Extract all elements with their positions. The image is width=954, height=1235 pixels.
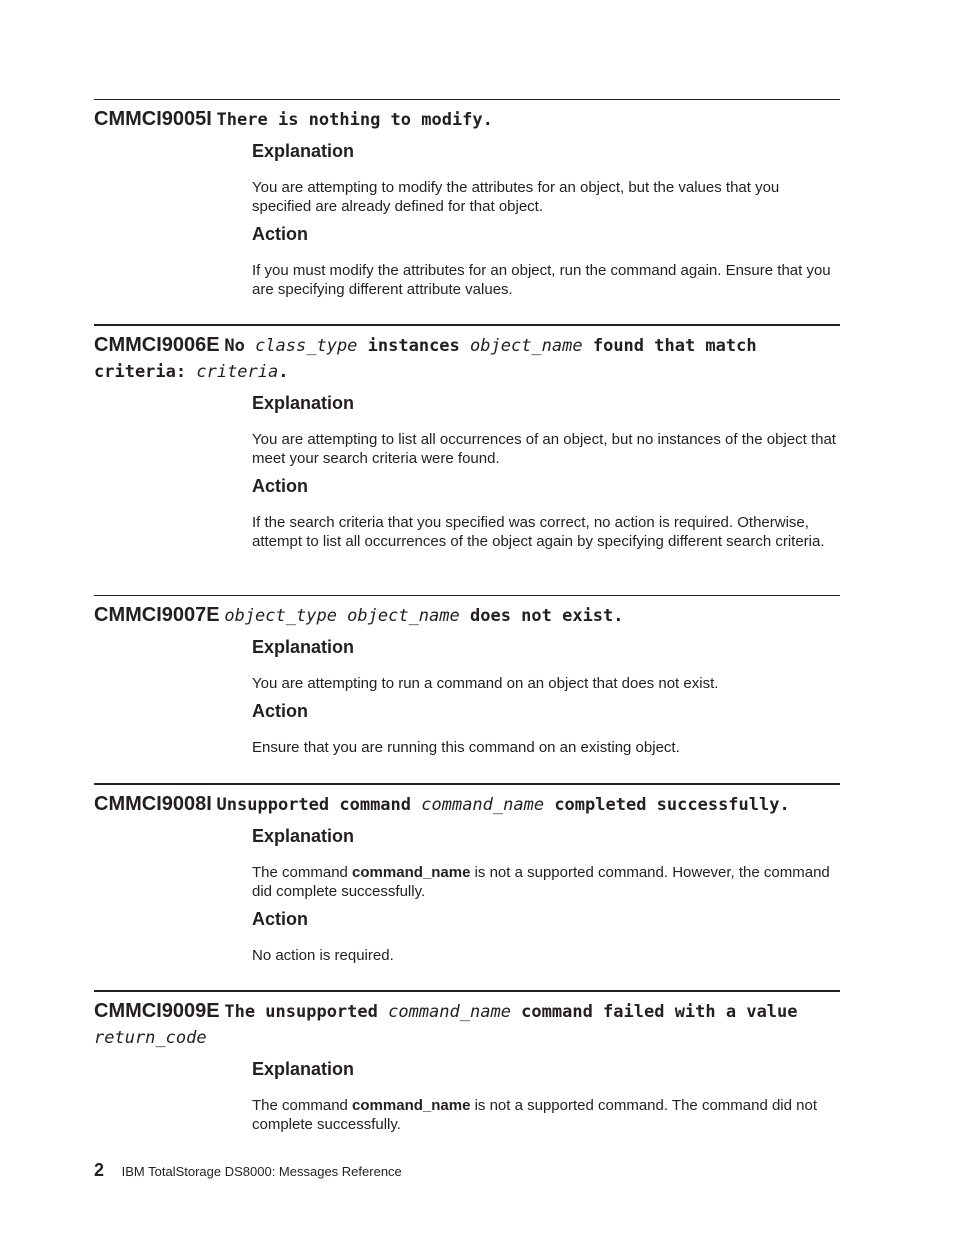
message-body: [252, 139, 840, 299]
action-text: If you must modify the attributes for an object, run the command again. Ensure that you are specifying different attribute values.: [252, 262, 831, 298]
text-run: command_name: [388, 1002, 511, 1022]
text-run: .: [278, 362, 289, 382]
text-run: object_type object_name: [224, 606, 460, 626]
text-run: No: [224, 336, 256, 356]
action-text: If the search criteria that you specified was correct, no action is required. Otherwise, attempt to list all occurrences of the object again by specifying different search criteria.: [252, 514, 825, 550]
divider-rule: [94, 783, 840, 785]
message-body: [252, 391, 840, 551]
explanation-heading: Explanation: [252, 637, 355, 657]
message-id: CMMCI9006E: [94, 334, 220, 356]
message-id: CMMCI9008I: [94, 793, 212, 815]
action-heading: Action: [252, 909, 308, 929]
divider-rule: [94, 990, 840, 992]
message-body: [252, 635, 840, 757]
explanation-text: You are attempting to run a command on an object that does not exist.: [252, 675, 719, 692]
message-body: [252, 1057, 840, 1134]
text-run: The command: [252, 1097, 353, 1114]
text-run: command_name: [421, 795, 545, 815]
text-run: class_type: [255, 336, 358, 356]
text-run: is not a supported command. However, the command did complete successfully.: [252, 864, 830, 900]
explanation-text: You are attempting to list all occurrences of an object, but no instances of the object that meet your search criteria were found.: [252, 431, 836, 467]
explanation-heading: Explanation: [252, 826, 355, 846]
action-heading: Action: [252, 701, 308, 721]
page-footer: [94, 1160, 402, 1181]
explanation-text: [252, 863, 840, 901]
message-text: [224, 606, 623, 625]
text-run: criteria: [196, 362, 279, 382]
text-run: completed successfully.: [544, 795, 790, 815]
explanation-text: You are attempting to modify the attributes for an object, but the values that you specified are already defined for that object.: [252, 179, 780, 215]
action-text: Ensure that you are running this command on an existing object.: [252, 739, 680, 756]
message-id: CMMCI9007E: [94, 604, 220, 626]
text-run: object_name: [470, 336, 583, 356]
text-run: The command: [252, 864, 353, 881]
explanation-text: [252, 1096, 840, 1134]
footer-text: IBM TotalStorage DS8000: Messages Reference: [121, 1164, 402, 1179]
text-run: command_name: [352, 864, 471, 881]
message-cmmci9009e: [94, 990, 840, 1134]
text-run: command failed with a value: [510, 1002, 798, 1022]
action-heading: Action: [252, 476, 308, 496]
explanation-heading: Explanation: [252, 141, 355, 161]
divider-rule: [94, 99, 840, 100]
text-run: found that match criteria:: [94, 336, 757, 382]
message-cmmci9007e: [94, 595, 840, 757]
message-title: [94, 791, 840, 818]
message-id: CMMCI9009E: [94, 1000, 220, 1022]
divider-rule: [94, 324, 840, 326]
text-run: return_code: [94, 1028, 207, 1048]
message-text: [217, 795, 790, 814]
text-run: does not exist.: [459, 606, 624, 626]
message-body: [252, 824, 840, 965]
message-title: [94, 602, 840, 629]
explanation-heading: Explanation: [252, 393, 355, 413]
message-title: [94, 998, 840, 1051]
message-cmmci9008i: [94, 783, 840, 965]
text-run: There is nothing to modify.: [216, 110, 493, 130]
divider-rule: [94, 595, 840, 596]
text-run: The unsupported: [224, 1002, 389, 1022]
message-title: [94, 332, 840, 385]
message-text: [217, 110, 493, 129]
text-run: is not a supported command. The command did not complete successfully.: [252, 1097, 818, 1133]
text-run: command_name: [352, 1097, 471, 1114]
action-heading: Action: [252, 224, 308, 244]
message-title: [94, 106, 840, 133]
message-cmmci9006e: [94, 324, 840, 551]
message-id: CMMCI9005I: [94, 108, 212, 130]
text-run: instances: [357, 336, 471, 356]
page-number: 2: [94, 1160, 105, 1180]
explanation-heading: Explanation: [252, 1059, 355, 1079]
action-text: No action is required.: [252, 947, 394, 964]
text-run: Unsupported command: [216, 795, 422, 815]
message-cmmci9005i: [94, 99, 840, 299]
